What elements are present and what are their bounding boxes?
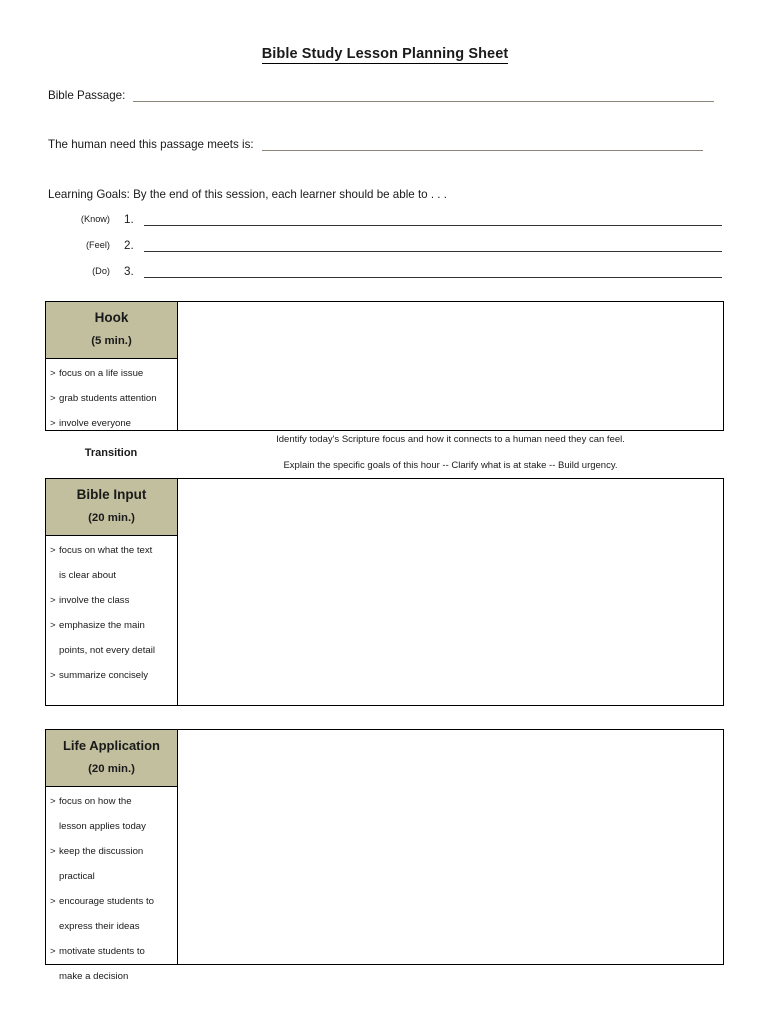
transition-line-1: Identify today's Scripture focus and how it connects to a human need they can feel.	[276, 434, 625, 445]
bullet-text-line-2: make a decision	[59, 971, 129, 982]
bullet-text	[59, 620, 173, 657]
learning-goal-input-2[interactable]	[144, 240, 722, 252]
human-need-field-row	[48, 138, 703, 151]
list-item	[50, 595, 173, 607]
bullet-text	[59, 946, 173, 983]
section-bible-input-notes-area[interactable]	[178, 479, 723, 705]
transition-text	[177, 433, 724, 473]
learning-goal-tag-do: (Do)	[92, 266, 110, 276]
bullet-text-line-1: motivate students to	[59, 946, 145, 957]
learning-goal-number-1: 1.	[124, 212, 134, 226]
learning-goal-number-2: 2.	[124, 238, 134, 252]
bullet-text-line-2: express their ideas	[59, 921, 140, 932]
section-hook-left-column	[46, 302, 178, 430]
list-item	[50, 393, 173, 405]
list-item	[50, 545, 173, 582]
section-hook	[45, 301, 724, 431]
human-need-label: The human need this passage meets is:	[48, 138, 254, 151]
learning-goal-row-do	[48, 265, 722, 278]
section-life-application-duration: (20 min.)	[88, 763, 135, 775]
learning-goal-input-1[interactable]	[144, 214, 722, 226]
learning-goal-tag-feel: (Feel)	[86, 240, 110, 250]
learning-goal-number-3: 3.	[124, 264, 134, 278]
bullet-marker-icon: >	[50, 670, 56, 681]
bullet-text	[59, 846, 173, 883]
section-life-application-bullets	[46, 787, 177, 1000]
section-life-application-header	[46, 730, 177, 787]
list-item	[50, 846, 173, 883]
bullet-text	[59, 796, 173, 833]
list-item	[50, 418, 173, 430]
bullet-marker-icon: >	[50, 418, 56, 429]
page-title-text: Bible Study Lesson Planning Sheet	[261, 46, 509, 62]
bullet-text: summarize concisely	[59, 670, 149, 681]
learning-goal-row-know	[48, 213, 722, 226]
bullet-text-line-1: focus on how the	[59, 796, 132, 807]
section-life-application	[45, 729, 724, 982]
bullet-text-line-2: is clear about	[59, 570, 117, 581]
bible-passage-input[interactable]	[133, 90, 714, 102]
bullet-text: involve everyone	[59, 418, 131, 429]
section-life-application-notes-area[interactable]	[178, 730, 723, 964]
bullet-marker-icon: >	[50, 946, 56, 957]
learning-goals-intro: Learning Goals: By the end of this session, each learner should be able to . . .	[48, 188, 447, 201]
bullet-marker-icon: >	[50, 796, 56, 807]
section-hook-header	[46, 302, 177, 359]
bullet-text	[59, 896, 173, 933]
bullet-text	[59, 545, 173, 582]
section-bible-input-left-column	[46, 479, 178, 705]
section-life-application-title: Life Application	[62, 738, 161, 753]
bullet-marker-icon: >	[50, 595, 56, 606]
transition-label: Transition	[84, 447, 138, 459]
list-item	[50, 670, 173, 682]
bible-passage-label: Bible Passage:	[48, 89, 126, 102]
section-hook-title: Hook	[94, 310, 129, 325]
bullet-marker-icon: >	[50, 393, 56, 404]
bullet-text: focus on a life issue	[59, 368, 144, 379]
bullet-marker-icon: >	[50, 846, 56, 857]
learning-goal-input-3[interactable]	[144, 266, 722, 278]
section-hook-duration: (5 min.)	[91, 335, 132, 347]
list-item	[50, 368, 173, 380]
list-item	[50, 946, 173, 983]
section-life-application-left-column	[46, 730, 178, 982]
learning-goal-row-feel	[48, 239, 722, 252]
bullet-text: involve the class	[59, 595, 130, 606]
human-need-input[interactable]	[262, 139, 703, 151]
bullet-text-line-2: points, not every detail	[59, 645, 155, 656]
bullet-text-line-2: practical	[59, 871, 95, 882]
bullet-text-line-1: keep the discussion	[59, 846, 144, 857]
bible-passage-field-row	[48, 89, 714, 102]
bullet-text-line-1: encourage students to	[59, 896, 154, 907]
section-bible-input-duration: (20 min.)	[88, 512, 135, 524]
bullet-text-line-2: lesson applies today	[59, 821, 146, 832]
section-bible-input-title: Bible Input	[76, 487, 147, 502]
bullet-text-line-1: focus on what the text	[59, 545, 153, 556]
list-item	[50, 896, 173, 933]
bullet-marker-icon: >	[50, 896, 56, 907]
bullet-marker-icon: >	[50, 368, 56, 379]
transition-line-2: Explain the specific goals of this hour -- Clarify what is at stake -- Build urgency.	[283, 460, 618, 471]
bullet-text: grab students attention	[59, 393, 157, 404]
section-bible-input-header	[46, 479, 177, 536]
list-item	[50, 796, 173, 833]
page-title	[0, 46, 770, 62]
section-bible-input-bullets	[46, 536, 177, 705]
bullet-marker-icon: >	[50, 545, 56, 556]
bullet-marker-icon: >	[50, 620, 56, 631]
bullet-text-line-1: emphasize the main	[59, 620, 145, 631]
section-hook-notes-area[interactable]	[178, 302, 723, 430]
transition-block	[45, 433, 724, 475]
learning-goal-tag-know: (Know)	[80, 214, 110, 224]
list-item	[50, 620, 173, 657]
section-bible-input	[45, 478, 724, 706]
